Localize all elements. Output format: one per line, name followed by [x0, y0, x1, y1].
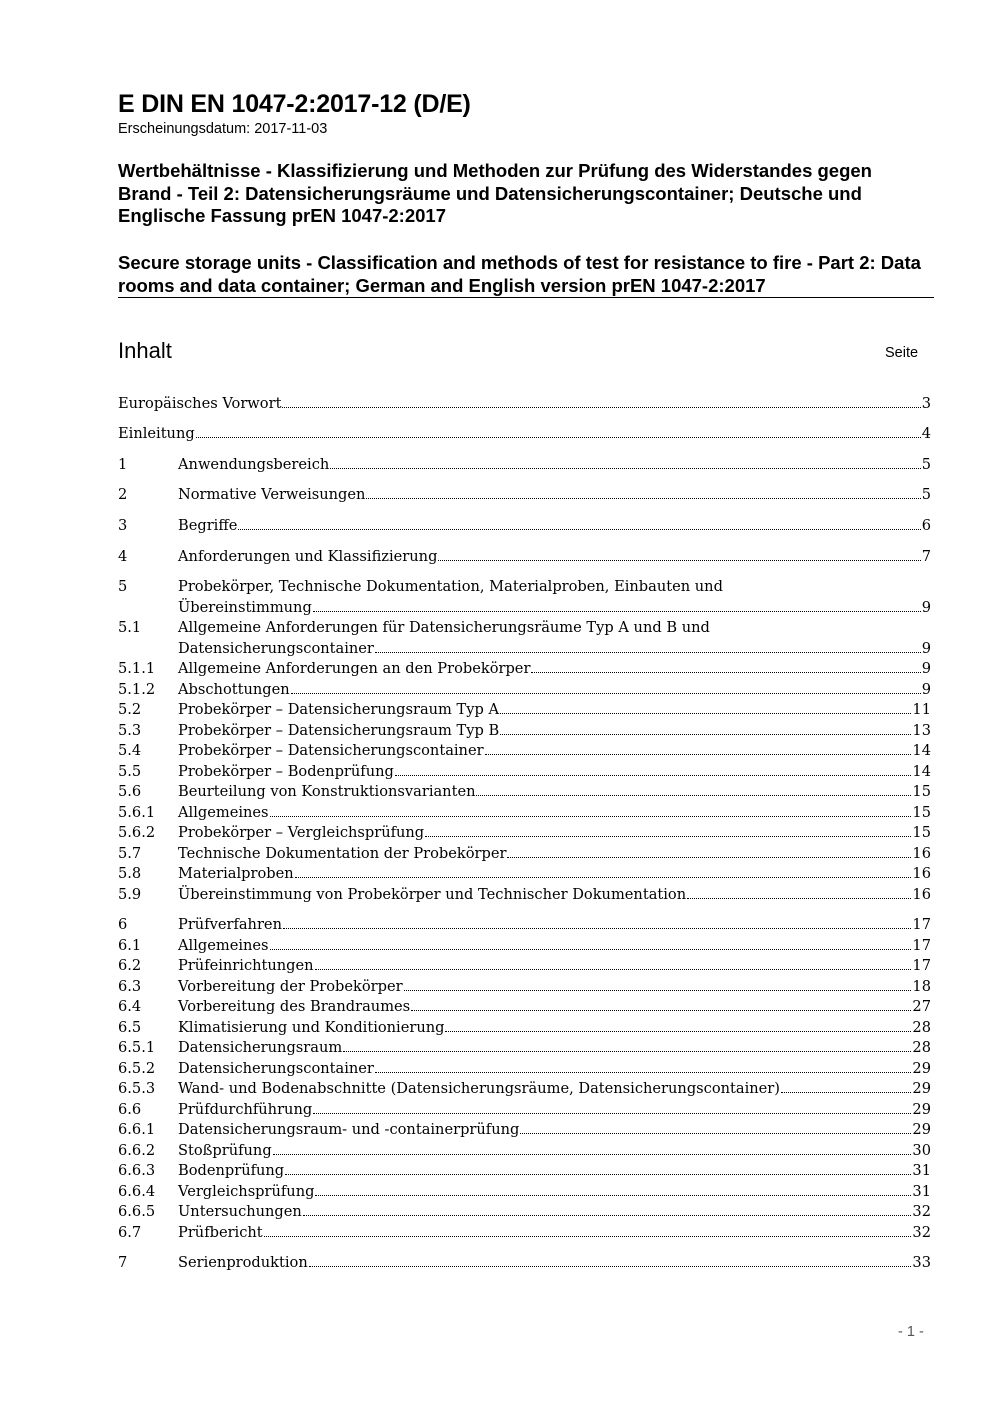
toc-heading: Inhalt [118, 338, 172, 363]
toc-leader-dots [295, 877, 912, 878]
toc-leader-dots [520, 1133, 911, 1134]
page-number: - 1 - [898, 1324, 924, 1340]
title-german: Wertbehältnisse - Klassifizierung und Methoden zur Prüfung des Widerstandes gegen Brand - Teil 2: Datensicherungsräume und Datensicherungscontainer; Deutsche und Englische Fassung prEN 1047-2:2017 [118, 160, 872, 227]
toc-entry-title: Allgemeines [178, 937, 269, 954]
toc-entry-title: Prüfdurchführung [178, 1101, 313, 1118]
toc-entry-title: Klimatisierung und Konditionierung [178, 1019, 445, 1036]
toc-entry-title: Anforderungen und Klassifizierung [178, 548, 438, 565]
toc-entry-number: 7 [118, 1254, 128, 1271]
toc-leader-dots [476, 795, 911, 796]
toc-entry-number: 1 [118, 456, 128, 473]
toc-entry-page: 16 [912, 845, 931, 862]
toc-entry-number: 4 [118, 548, 128, 565]
toc-entry-page: 6 [921, 517, 931, 534]
toc-entry-number: 6.3 [118, 978, 142, 995]
toc-entry-title: Beurteilung von Konstruktionsvarianten [178, 783, 476, 800]
toc-entry-page: 14 [912, 742, 931, 759]
toc-leader-dots [531, 672, 920, 673]
toc-entry-title-line2: Datensicherungscontainer [178, 639, 374, 657]
toc-entry-title-line2: Übereinstimmung [178, 598, 312, 616]
toc-entry[interactable] [118, 936, 931, 957]
toc-entry-title: Vergleichsprüfung [178, 1183, 315, 1200]
toc-entry-title: Begriffe [178, 517, 238, 534]
toc-leader-dots [238, 529, 920, 530]
toc-entry-page: 29 [912, 1121, 931, 1138]
toc-entry-number: 6.4 [118, 998, 142, 1015]
toc-entry-title: Allgemeine Anforderungen an den Probekörper [178, 660, 531, 677]
toc-leader-dots [313, 611, 921, 612]
toc-entry[interactable] [118, 803, 931, 824]
toc-entry-title: Bodenprüfung [178, 1162, 285, 1179]
toc-leader-dots [395, 775, 912, 776]
toc-entry-page: 31 [912, 1162, 931, 1179]
toc-entry-number: 5.7 [118, 845, 142, 862]
toc-leader-dots [343, 1051, 911, 1052]
toc-entry-number: 5.6.1 [118, 804, 156, 821]
toc-leader-dots [411, 1010, 911, 1011]
toc-leader-dots [375, 652, 921, 653]
toc-entry-number: 6.5.3 [118, 1080, 156, 1097]
toc-leader-dots [196, 437, 921, 438]
toc-entry-number: 6.6.4 [118, 1183, 156, 1200]
toc-entry-page: 7 [921, 548, 931, 565]
toc-entry-number: 6 [118, 916, 128, 933]
toc-entry-title: Einleitung [118, 425, 195, 442]
toc-entry-number: 5.6 [118, 783, 142, 800]
toc-entry-number: 6.2 [118, 957, 142, 974]
toc-leader-dots [375, 1072, 912, 1073]
toc-entry[interactable] [118, 885, 931, 906]
toc-entry[interactable] [118, 864, 931, 885]
toc-entry-page: 16 [912, 886, 931, 903]
toc-entry[interactable] [118, 741, 931, 762]
toc-page-label: Seite [885, 345, 919, 361]
toc-entry-number: 2 [118, 486, 128, 503]
toc-entry-page: 28 [912, 1039, 931, 1056]
toc-entry[interactable] [118, 844, 931, 865]
toc-entry-number: 6.6.3 [118, 1162, 156, 1179]
toc-entry-title: Materialproben [178, 865, 294, 882]
toc-entry-title: Probekörper – Datensicherungsraum Typ B [178, 722, 500, 739]
toc-leader-dots [291, 693, 921, 694]
toc-entry-number: 5.4 [118, 742, 142, 759]
toc-entry[interactable] [118, 782, 931, 803]
toc-entry-page: 29 [912, 1080, 931, 1097]
toc-entry-number: 3 [118, 517, 128, 534]
toc-entry-title: Probekörper – Datensicherungsraum Typ A [178, 701, 500, 718]
toc-leader-dots [781, 1092, 911, 1093]
toc-entry[interactable] [118, 721, 931, 742]
toc-entry-title: Allgemeines [178, 804, 269, 821]
toc-entry[interactable] [118, 1038, 931, 1059]
toc-entry[interactable] [118, 977, 931, 998]
toc-entry-title: Serienproduktion [178, 1254, 308, 1271]
toc-entry-page: 9 [921, 660, 931, 677]
toc-entry-title: Übereinstimmung von Probekörper und Technischer Dokumentation [178, 886, 687, 903]
toc-leader-dots [315, 1195, 911, 1196]
toc-entry[interactable] [118, 1161, 931, 1182]
toc-entry-title-line1: Probekörper, Technische Dokumentation, Materialproben, Einbauten und [178, 578, 723, 595]
toc-entry[interactable] [118, 1141, 931, 1162]
toc-entry-title: Normative Verweisungen [178, 486, 366, 503]
toc-entry-page: 3 [921, 395, 931, 412]
toc-leader-dots [283, 928, 911, 929]
toc-entry-page: 15 [912, 804, 931, 821]
toc-entry-page: 5 [921, 486, 931, 503]
toc-entry-title: Datensicherungsraum- und -containerprüfung [178, 1121, 520, 1138]
toc-entry[interactable] [118, 618, 931, 659]
toc-entry-title: Wand- und Bodenabschnitte (Datensicherungsräume, Datensicherungscontainer) [178, 1080, 780, 1097]
toc-leader-dots [687, 898, 911, 899]
toc-entry-page: 27 [912, 998, 931, 1015]
document-title: E DIN EN 1047-2:2017-12 (D/E) [118, 90, 471, 118]
toc-entry-page: 9 [921, 681, 931, 698]
toc-entry-title-line1: Allgemeine Anforderungen für Datensicherungsräume Typ A und B und [178, 619, 710, 636]
toc-entry-number: 6.5.1 [118, 1039, 156, 1056]
toc-entry[interactable] [118, 680, 931, 701]
toc-entry-number: 6.7 [118, 1224, 142, 1241]
toc-entry[interactable] [118, 1253, 931, 1274]
toc-entry-number: 6.6.1 [118, 1121, 156, 1138]
toc-entry-page: 15 [912, 824, 931, 841]
toc-entry[interactable] [118, 762, 931, 783]
toc-entry-page: 29 [912, 1101, 931, 1118]
toc-entry[interactable] [118, 1202, 931, 1223]
toc-entry-page: 17 [912, 916, 931, 933]
toc-entry[interactable] [118, 823, 931, 844]
toc-entry-number: 6.5 [118, 1019, 142, 1036]
toc-leader-dots [330, 468, 920, 469]
toc-entry[interactable] [118, 455, 931, 476]
toc-entry-page: 31 [912, 1183, 931, 1200]
toc-entry-number: 5.1.1 [118, 660, 156, 677]
toc-entry-number: 5.1.2 [118, 681, 156, 698]
toc-entry-title: Technische Dokumentation der Probekörper [178, 845, 507, 862]
toc-leader-dots [285, 1174, 911, 1175]
toc-entry-title: Datensicherungsraum [178, 1039, 343, 1056]
toc-entry[interactable] [118, 659, 931, 680]
toc-entry-page: 11 [912, 701, 931, 718]
toc-entry-page: 16 [912, 865, 931, 882]
toc-leader-dots [303, 1215, 912, 1216]
toc-entry-title: Probekörper – Bodenprüfung [178, 763, 394, 780]
toc-entry-page: 17 [912, 937, 931, 954]
toc-entry[interactable] [118, 485, 931, 506]
toc-leader-dots [485, 754, 912, 755]
toc-entry[interactable] [118, 997, 931, 1018]
toc-entry[interactable] [118, 700, 931, 721]
toc-entry-page: 18 [912, 978, 931, 995]
toc-leader-dots [500, 734, 911, 735]
toc-entry-number: 6.5.2 [118, 1060, 156, 1077]
toc-entry[interactable] [118, 1223, 931, 1244]
toc-entry-title: Datensicherungscontainer [178, 1060, 374, 1077]
toc-entry-page: 33 [912, 1254, 931, 1271]
toc-leader-dots [366, 498, 920, 499]
toc-leader-dots [315, 969, 912, 970]
toc-entry-title: Europäisches Vorwort [118, 395, 282, 412]
toc-entry-page: 5 [921, 456, 931, 473]
toc-entry-page: 9 [921, 598, 931, 616]
toc-entry-page: 32 [912, 1203, 931, 1220]
toc-entry[interactable] [118, 1059, 931, 1080]
toc-entry[interactable] [118, 547, 931, 568]
toc-entry-page: 32 [912, 1224, 931, 1241]
toc-leader-dots [270, 949, 912, 950]
toc-entry-page: 9 [921, 639, 931, 657]
toc-entry-number: 5.5 [118, 763, 142, 780]
toc-entry-number: 5 [118, 578, 128, 595]
toc-entry[interactable] [118, 1018, 931, 1039]
toc-leader-dots [507, 857, 911, 858]
toc-leader-dots [438, 560, 920, 561]
toc-entry-page: 28 [912, 1019, 931, 1036]
toc-entry-title: Abschottungen [178, 681, 290, 698]
title-english: Secure storage units - Classification and methods of test for resistance to fire - Part 2: Data rooms and data container; German and English version prEN 1047-2:2017 [118, 252, 921, 296]
toc-entry-title: Anwendungsbereich [178, 456, 330, 473]
toc-entry-number: 6.6.5 [118, 1203, 156, 1220]
toc-entry-page: 30 [912, 1142, 931, 1159]
toc-leader-dots [445, 1031, 911, 1032]
toc-entry-number: 6.6 [118, 1101, 142, 1118]
toc-entry-page: 13 [912, 722, 931, 739]
toc-entry-number: 5.8 [118, 865, 142, 882]
toc-entry[interactable] [118, 1182, 931, 1203]
toc-entry[interactable] [118, 1100, 931, 1121]
toc-entry-title: Prüfeinrichtungen [178, 957, 314, 974]
toc-entry[interactable] [118, 915, 931, 936]
toc-entry[interactable] [118, 424, 931, 445]
toc-leader-dots [270, 816, 912, 817]
toc-entry-number: 5.9 [118, 886, 142, 903]
toc-entry[interactable] [118, 577, 931, 618]
toc-entry-number: 5.6.2 [118, 824, 156, 841]
toc-leader-dots [313, 1113, 911, 1114]
publication-date: Erscheinungsdatum: 2017-11-03 [118, 121, 328, 137]
toc-entry-number: 5.1 [118, 619, 142, 636]
toc-entry[interactable] [118, 1079, 931, 1100]
toc-entry[interactable] [118, 516, 931, 537]
toc-entry[interactable] [118, 956, 931, 977]
toc-entry-page: 29 [912, 1060, 931, 1077]
toc-entry-page: 17 [912, 957, 931, 974]
toc-leader-dots [425, 836, 911, 837]
toc-leader-dots [264, 1236, 912, 1237]
toc-entry[interactable] [118, 1120, 931, 1141]
toc-leader-dots [282, 407, 920, 408]
toc-entry-number: 6.6.2 [118, 1142, 156, 1159]
toc-entry-page: 15 [912, 783, 931, 800]
toc-entry[interactable] [118, 394, 931, 415]
toc-entry-title: Prüfverfahren [178, 916, 282, 933]
toc-entry-title: Stoßprüfung [178, 1142, 272, 1159]
toc-entry-page: 4 [921, 425, 931, 442]
toc-entry-number: 5.2 [118, 701, 142, 718]
toc-entry-title: Vorbereitung des Brandraumes [178, 998, 411, 1015]
toc-entry-title: Vorbereitung der Probekörper [178, 978, 403, 995]
toc-entry-title: Probekörper – Datensicherungscontainer [178, 742, 484, 759]
toc-entry-number: 5.3 [118, 722, 142, 739]
toc-leader-dots [500, 713, 911, 714]
toc-entry-page: 14 [912, 763, 931, 780]
toc-leader-dots [404, 990, 912, 991]
toc-entry-title: Untersuchungen [178, 1203, 302, 1220]
toc-entry-number: 6.1 [118, 937, 142, 954]
toc-leader-dots [273, 1154, 912, 1155]
toc-leader-dots [309, 1266, 912, 1267]
toc-entry-title: Probekörper – Vergleichsprüfung [178, 824, 425, 841]
toc-entry-title: Prüfbericht [178, 1224, 263, 1241]
title-divider [118, 297, 934, 298]
